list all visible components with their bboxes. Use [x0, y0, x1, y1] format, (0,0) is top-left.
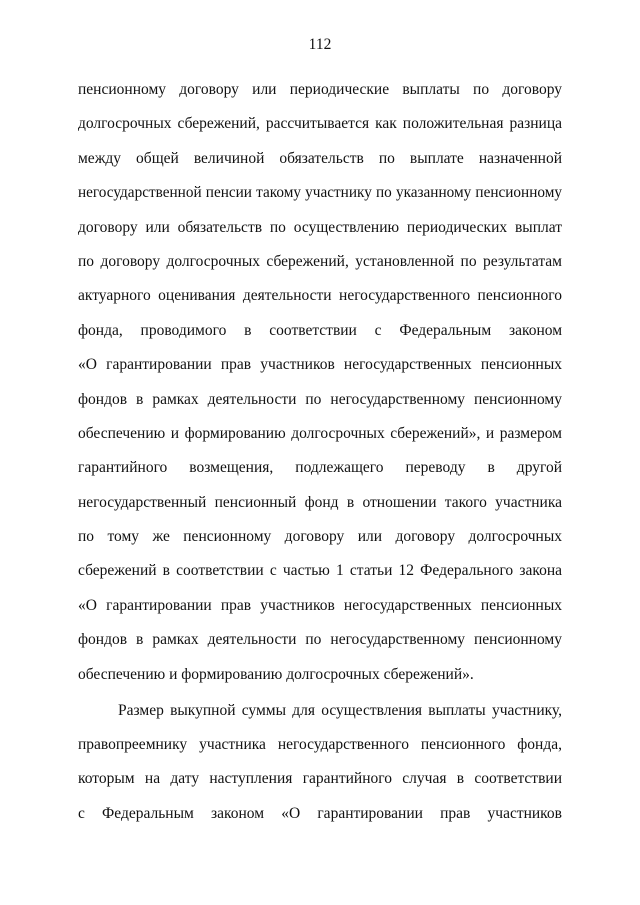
text-line: долгосрочных сбережений, рассчитывается как положительная разница [78, 115, 562, 133]
text-line: правопреемнику участника негосударственного пенсионного фонда, [78, 735, 562, 753]
paragraph-1 [78, 73, 562, 692]
text-line: гарантийного возмещения, подлежащего переводу в другой [78, 459, 562, 477]
text-line: пенсионному договору или периодические выплаты по договору [78, 81, 562, 98]
text-line: которым на дату наступления гарантийного случая в соответствии [78, 770, 562, 788]
text-line: между общей величиной обязательств по выплате назначенной [78, 149, 562, 167]
text-line: обеспечению и формированию долгосрочных сбережений», и размером [78, 424, 562, 442]
body-text [78, 73, 562, 831]
text-line: договору или обязательств по осуществлению периодических выплат [78, 218, 562, 236]
page-number: 112 [308, 36, 332, 53]
text-line: негосударственной пенсии такому участнику по указанному пенсионному [78, 184, 562, 202]
text-line: актуарного оценивания деятельности негосударственного пенсионного [78, 287, 562, 305]
paragraph-2 [78, 694, 562, 832]
text-line: по договору долгосрочных сбережений, установленной по результатам [78, 252, 562, 270]
text-line: обеспечению и формированию долгосрочных сбережений». [78, 665, 474, 683]
text-line: сбережений в соответствии с частью 1 статьи 12 Федерального закона [78, 562, 562, 580]
text-line: по тому же пенсионному договору или договору долгосрочных [78, 528, 562, 546]
text-line: негосударственный пенсионный фонд в отношении такого участника [78, 493, 562, 511]
text-line: фондов в рамках деятельности по негосударственному пенсионному [78, 631, 562, 649]
text-line: фондов в рамках деятельности по негосударственному пенсионному [78, 390, 562, 408]
text-line: с Федеральным законом «О гарантировании прав участников [78, 804, 562, 822]
text-line: фонда, проводимого в соответствии с Федеральным законом [78, 321, 562, 339]
text-line: «О гарантировании прав участников негосударственных пенсионных [78, 596, 562, 614]
text-line: Размер выкупной суммы для осуществления выплаты участнику, [118, 701, 562, 719]
text-line: «О гарантировании прав участников негосударственных пенсионных [78, 356, 562, 374]
